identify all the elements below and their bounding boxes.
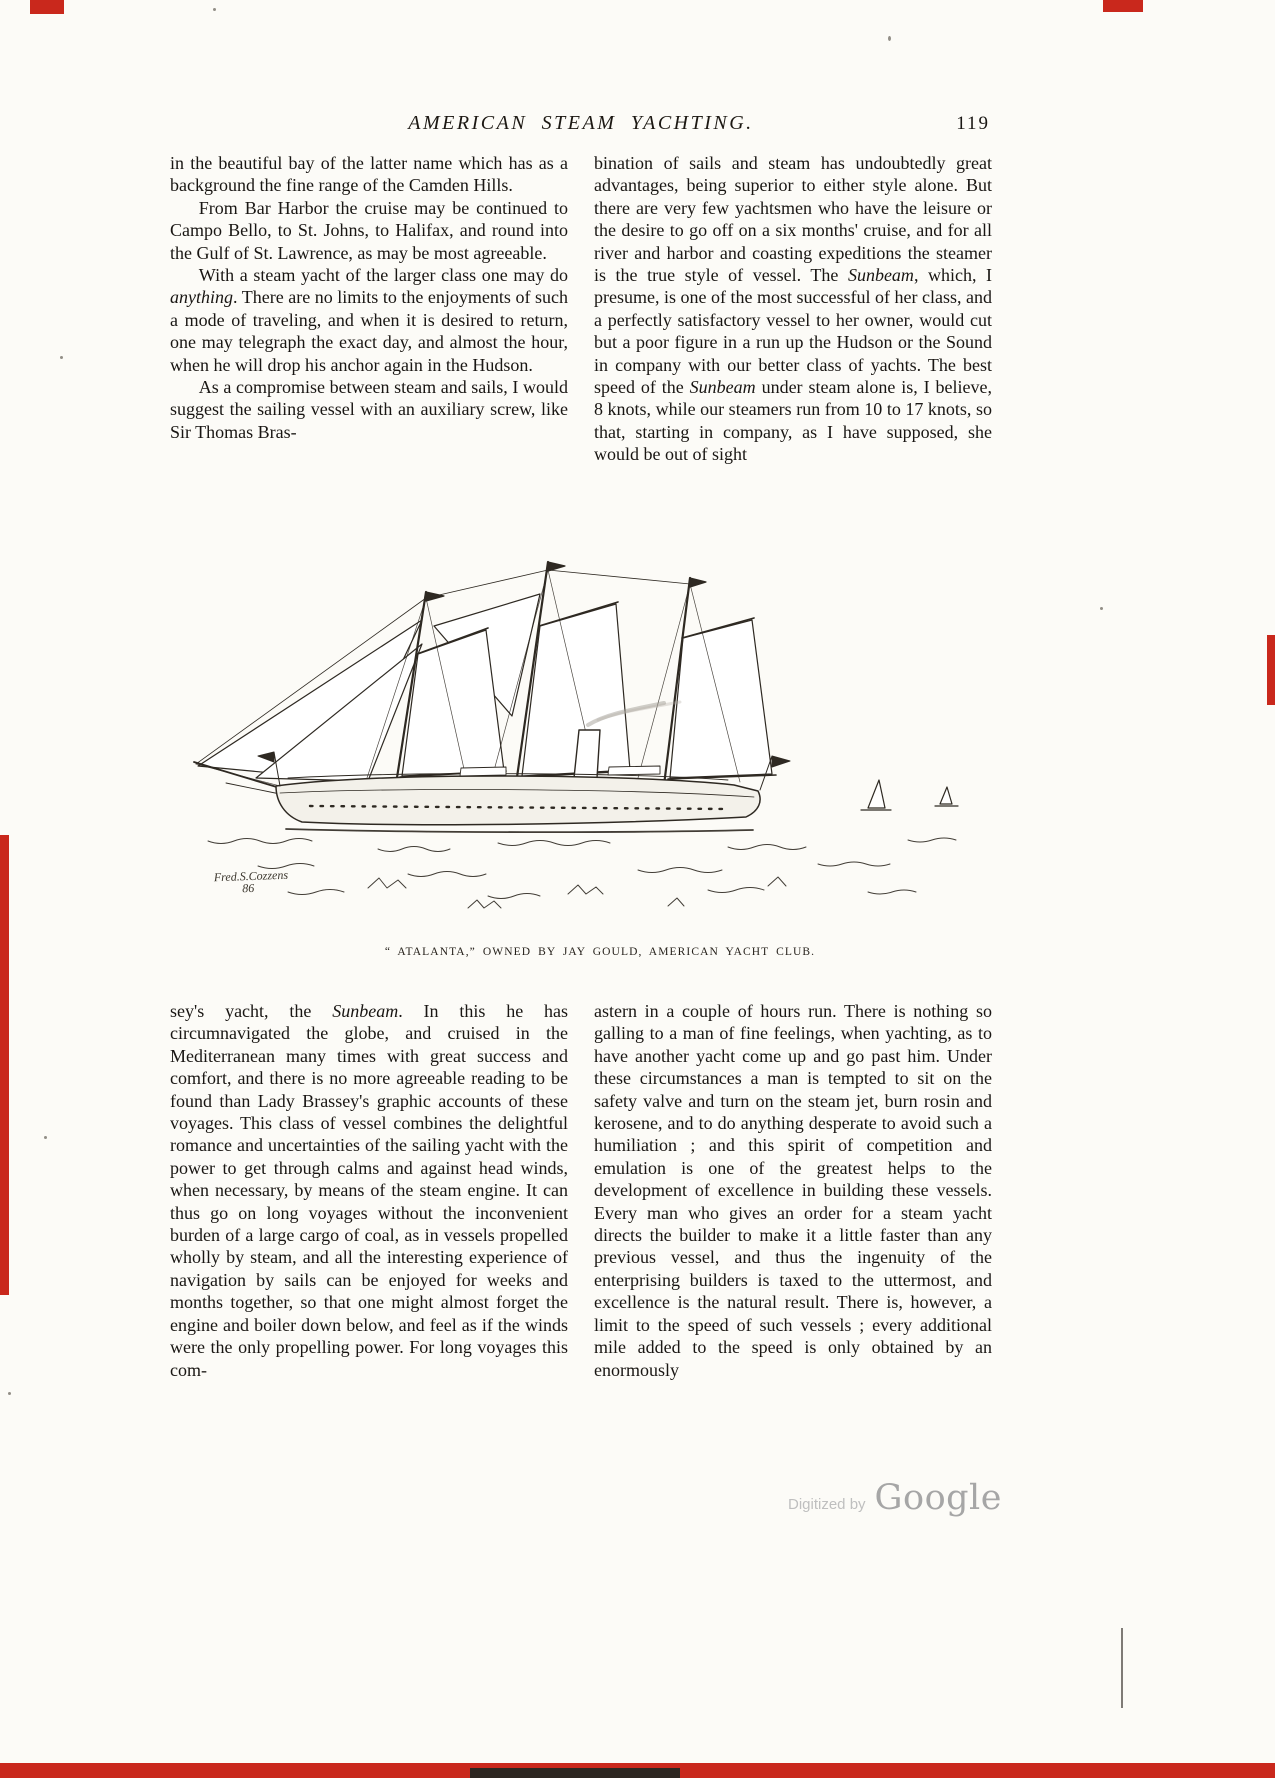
upper-right-column: [594, 152, 992, 466]
scan-speck: [60, 356, 63, 359]
scan-speck: [888, 36, 891, 41]
lower-right-column: [594, 1000, 992, 1381]
scan-artifact: [30, 0, 64, 14]
yacht-figure: [168, 540, 1032, 958]
paragraph: in the beautiful bay of the latter name which has as a background the fine range of the Camden Hills.: [170, 153, 568, 196]
scan-artifact: [0, 835, 9, 1295]
lower-text-block: [170, 1000, 992, 1381]
paragraph: From Bar Harbor the cruise may be continued to Campo Bello, to St. Johns, to Halifax, and round into the Gulf of St. Lawrence, as may be most agreeable.: [170, 197, 568, 263]
scan-artifact: [1267, 635, 1275, 705]
page-header: [170, 112, 992, 142]
artist-signature-year: 86: [241, 880, 255, 896]
paragraph: As a compromise between steam and sails, I would suggest the sailing vessel with an auxiliary screw, like Sir Thomas Bras-: [170, 377, 568, 442]
watermark-prefix: Digitized by: [788, 1496, 866, 1513]
yacht-illustration: [168, 540, 1032, 940]
page-number: 119: [956, 113, 990, 134]
paragraph: sey's yacht, the Sunbeam. In this he has circumnavigated the globe, and cruised in the Mediterranean many times with great success and comfort, and there is no more agreeable reading to be found than Lady Brassey's graphic accounts of these voyages. This class of vessel combines the delightful romance and uncertainties of the sailing yacht with the power to get through calms and against head winds, when necessary, by means of the steam engine. It can thus go on long voyages without the inconvenient burden of a large cargo of coal, as in vessels propelled wholly by steam, and all the interesting experience of navigation by sails can be enjoyed for weeks and months together, so that one might almost forget the engine and boiler down below, and feel as if the winds were the only propelling power. For long voyages this com-: [170, 1001, 568, 1380]
paragraph: astern in a couple of hours run. There is nothing so galling to a man of fine feelings, when yachting, as to have another yacht come up and go past him. Under these circumstances a man is tempted to sit on the safety valve and turn on the steam jet, burn rosin and kerosene, and to do anything desperate to avoid such a humiliation ; and this spirit of competition and emulation is one of the greatest helps to the development of excellence in building these vessels. Every man who gives an order for a steam yacht directs the builder to make it a little faster than any previous vessel, and thus the ingenuity of the enterprising builders is taxed to the uttermost, and excellence is the natural result. There is, however, a limit to the speed of such vessels ; every additional mile added to the speed is only obtained by an enormously: [594, 1001, 992, 1380]
upper-text-block: [170, 152, 992, 466]
running-title: AMERICAN STEAM YACHTING.: [408, 112, 754, 134]
scan-artifact: [1103, 0, 1143, 12]
figure-caption: “ ATALANTA,” OWNED BY JAY GOULD, AMERICAN YACHT CLUB.: [384, 946, 816, 958]
paragraph: With a steam yacht of the larger class one may do anything. There are no limits to the enjoyments of such a mode of traveling, and when it is desired to return, one may telegraph the exact day, and almost the hour, when he will drop his anchor again in the Hudson.: [170, 265, 568, 375]
scan-artifact: [1121, 1628, 1123, 1708]
scan-speck: [8, 1392, 11, 1395]
artist-signature-name: Fred.S.Cozzens: [213, 867, 289, 885]
google-watermark: [788, 1478, 1002, 1518]
scan-speck: [1100, 607, 1103, 610]
google-logo: Google: [874, 1478, 1002, 1518]
scan-artifact: [470, 1768, 680, 1778]
paragraph: bination of sails and steam has undoubtedly great advantages, being superior to either style alone. But there are very few yachtsmen who have the leisure or the desire to go off on a six months' cruise, and for all river and harbor and coasting expeditions the steamer is the true style of vessel. The Sunbeam, which, I presume, is one of the most successful of her class, and a perfectly satisfactory vessel to her owner, would cut but a poor figure in a run up the Hudson or the Sound in company with our better class of yachts. The best speed of the Sunbeam under steam alone is, I believe, 8 knots, while our steamers run from 10 to 17 knots, so that, starting in company, as I have supposed, she would be out of sight: [594, 153, 993, 465]
scan-speck: [44, 1136, 47, 1139]
artist-signature: [214, 869, 289, 896]
lower-left-column: [170, 1000, 568, 1381]
scan-speck: [213, 8, 216, 11]
upper-left-column: [170, 152, 568, 466]
